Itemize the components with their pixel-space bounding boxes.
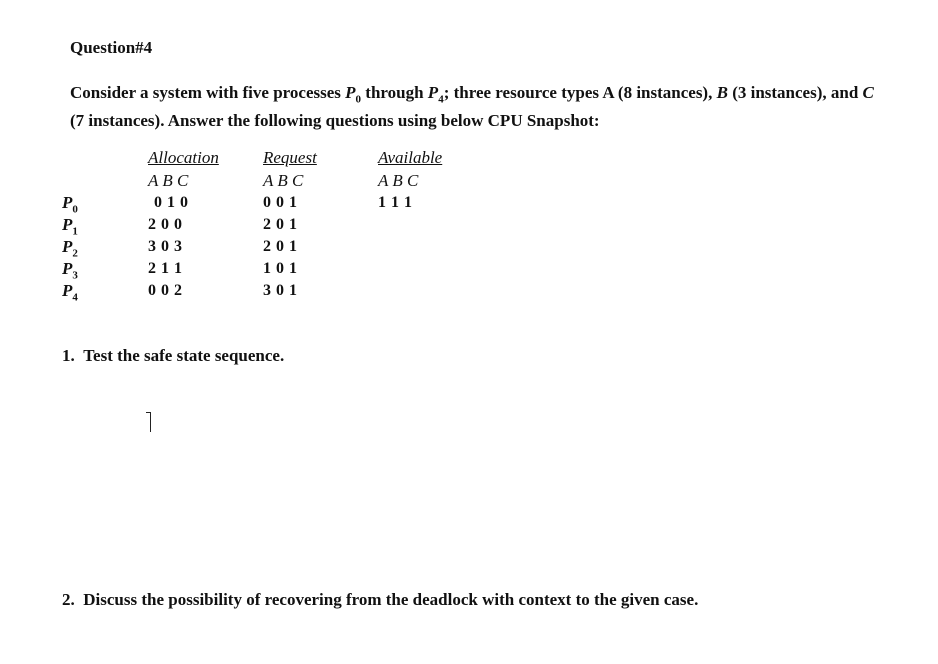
subheader-request: A B C xyxy=(263,171,304,190)
process-row-label: $P_3$ xyxy=(62,259,78,282)
process-row-label: $P_2$ xyxy=(62,237,78,260)
question-title: Question#4 xyxy=(70,38,153,57)
process-last: $P_4$ xyxy=(427,83,444,106)
text-cursor xyxy=(150,412,151,432)
allocation-cell: 0 0 2 xyxy=(148,282,183,299)
process-first: $P_0$ xyxy=(345,83,362,106)
question-number: 2. xyxy=(62,590,75,609)
question-intro: Consider a system with five processes $P_0$ through $P_4$; three resource types A (8 instances), B (3 instances), and C (7 instances). Answer the following questions using below CPU Snapshot: xyxy=(70,83,874,131)
question-text: Test the safe state sequence. xyxy=(83,346,285,365)
allocation-cell: 0 1 0 xyxy=(154,194,189,211)
request-cell: 2 0 1 xyxy=(263,216,298,233)
header-request: Request xyxy=(263,148,317,167)
question-text: Discuss the possibility of recovering from the deadlock with context to the given case. xyxy=(83,590,699,609)
request-cell: 2 0 1 xyxy=(263,238,298,255)
subheader-allocation: A B C xyxy=(148,171,189,190)
request-cell: 0 0 1 xyxy=(263,194,298,211)
process-row-label: $P_0$ xyxy=(62,193,78,216)
process-row-label: $P_1$ xyxy=(62,215,78,238)
allocation-cell: 2 0 0 xyxy=(148,216,183,233)
request-cell: 3 0 1 xyxy=(263,282,298,299)
question-number: 1. xyxy=(62,346,75,365)
process-row-label: $P_4$ xyxy=(62,281,78,304)
header-available: Available xyxy=(378,148,443,167)
question-1 xyxy=(62,346,284,366)
subheader-available: A B C xyxy=(378,171,419,190)
allocation-cell: 2 1 1 xyxy=(148,260,183,277)
header-allocation: Allocation xyxy=(148,148,219,167)
request-cell: 1 0 1 xyxy=(263,260,298,277)
available-cell: 1 1 1 xyxy=(378,194,413,211)
allocation-cell: 3 0 3 xyxy=(148,238,183,255)
question-2 xyxy=(62,590,698,610)
